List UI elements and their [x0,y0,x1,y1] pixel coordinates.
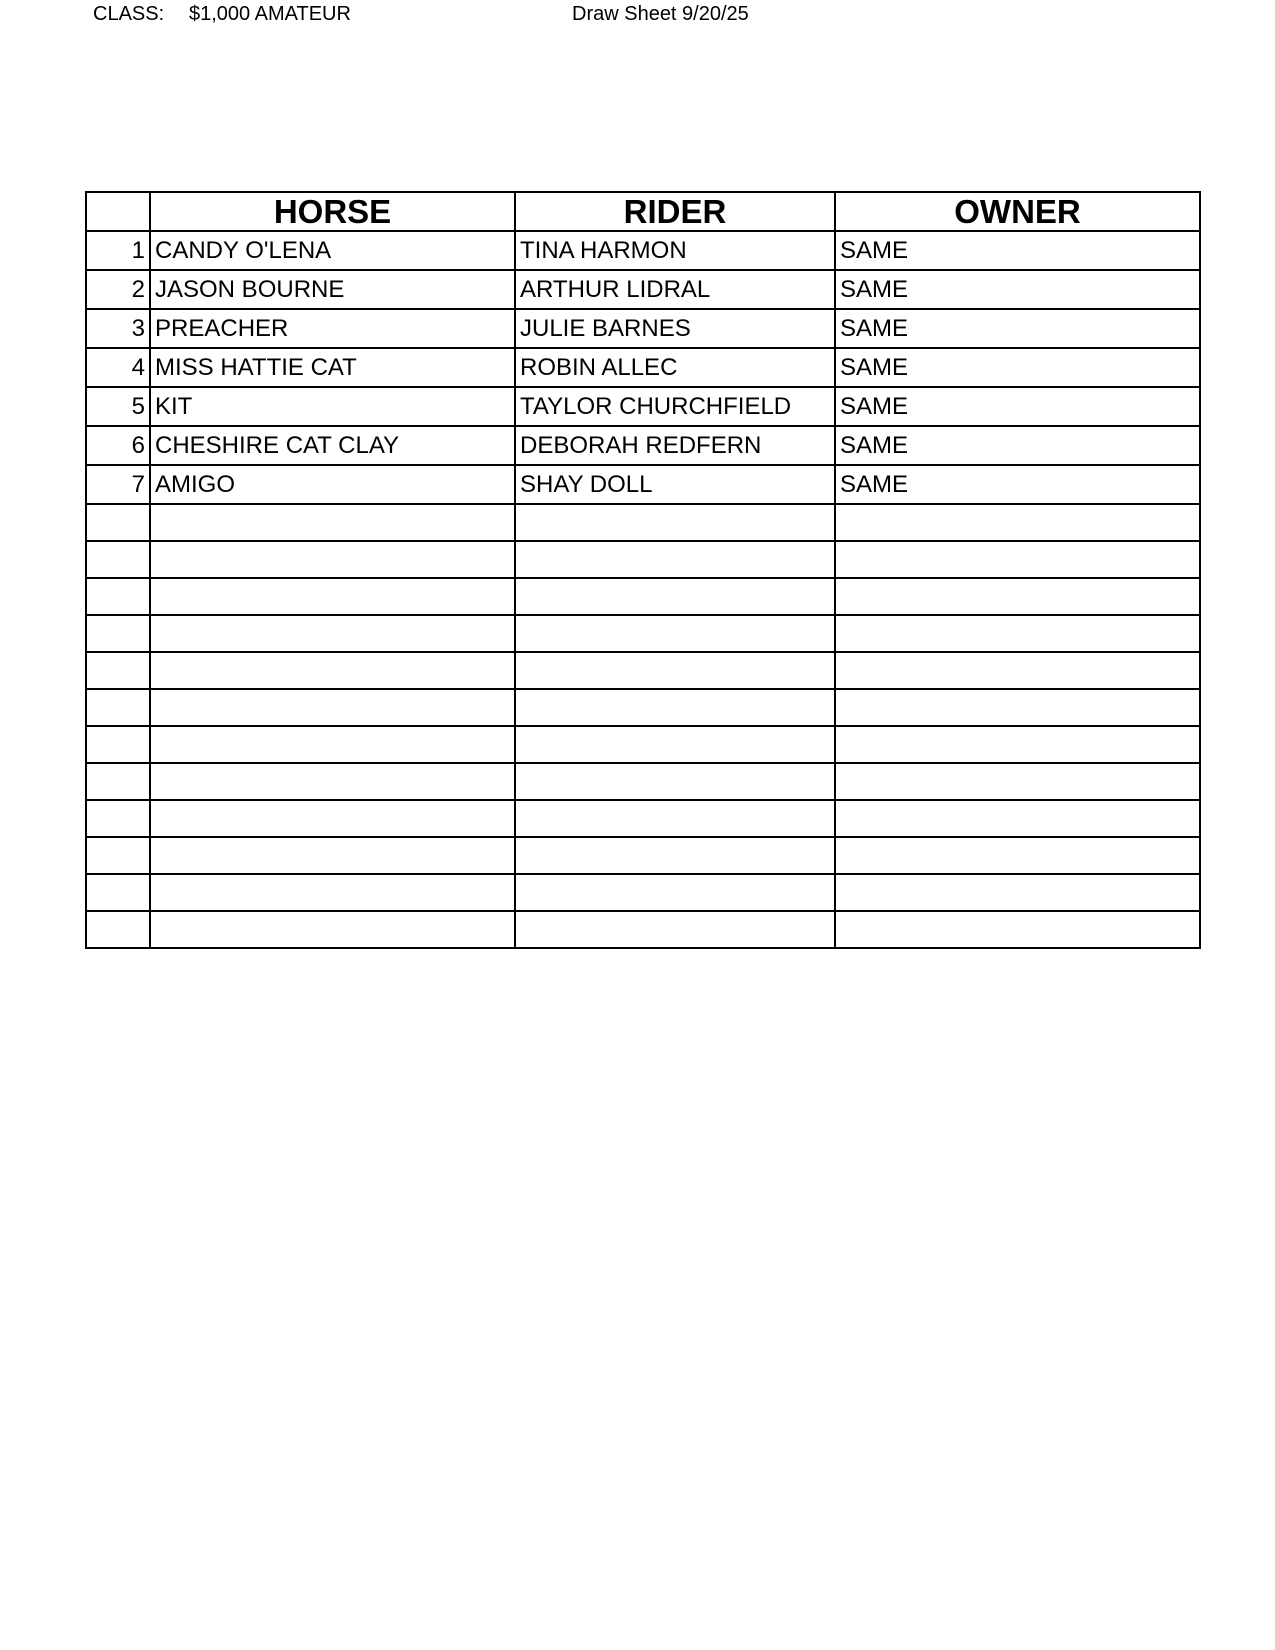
rider-cell [515,763,835,800]
owner-cell [835,726,1200,763]
table-row [86,689,1200,726]
rider-cell [515,874,835,911]
column-header-rider: RIDER [515,192,835,231]
horse-cell: CHESHIRE CAT CLAY [150,426,515,465]
rider-cell [515,578,835,615]
row-number-cell: 2 [86,270,150,309]
row-number-cell [86,726,150,763]
horse-cell [150,652,515,689]
table-row [86,911,1200,948]
horse-cell [150,541,515,578]
rider-cell [515,800,835,837]
table-row [86,270,1200,309]
row-number-cell [86,615,150,652]
horse-cell [150,689,515,726]
rider-cell: ROBIN ALLEC [515,348,835,387]
row-number-cell [86,911,150,948]
horse-cell [150,726,515,763]
table-row [86,541,1200,578]
row-number-cell [86,763,150,800]
rider-cell [515,541,835,578]
owner-cell [835,689,1200,726]
table-row [86,874,1200,911]
owner-cell: SAME [835,426,1200,465]
owner-cell [835,837,1200,874]
row-number-cell: 5 [86,387,150,426]
table-row [86,763,1200,800]
row-number-cell [86,541,150,578]
horse-cell [150,874,515,911]
class-value: $1,000 AMATEUR [189,3,351,25]
table-row [86,426,1200,465]
owner-cell: SAME [835,270,1200,309]
sheet-title: Draw Sheet 9/20/25 [572,3,749,25]
rider-cell [515,911,835,948]
rider-cell: ARTHUR LIDRAL [515,270,835,309]
owner-cell [835,504,1200,541]
rider-cell: TAYLOR CHURCHFIELD [515,387,835,426]
row-number-cell: 3 [86,309,150,348]
horse-cell [150,911,515,948]
horse-cell [150,615,515,652]
owner-cell [835,763,1200,800]
owner-cell [835,911,1200,948]
owner-cell: SAME [835,231,1200,270]
table-row [86,231,1200,270]
row-number-cell [86,874,150,911]
owner-cell [835,652,1200,689]
rider-cell [515,652,835,689]
horse-cell: CANDY O'LENA [150,231,515,270]
horse-cell: JASON BOURNE [150,270,515,309]
rider-cell: DEBORAH REDFERN [515,426,835,465]
table-row [86,615,1200,652]
row-number-cell: 4 [86,348,150,387]
table-row [86,652,1200,689]
table-row [86,578,1200,615]
rider-cell [515,689,835,726]
row-number-cell [86,800,150,837]
table-row [86,800,1200,837]
table-header-row [86,192,1200,231]
rider-cell [515,615,835,652]
row-number-cell: 1 [86,231,150,270]
horse-cell [150,763,515,800]
row-number-cell [86,504,150,541]
owner-cell [835,578,1200,615]
table-row [86,387,1200,426]
horse-cell [150,578,515,615]
owner-cell [835,541,1200,578]
column-header-number [86,192,150,231]
column-header-owner: OWNER [835,192,1200,231]
row-number-cell: 6 [86,426,150,465]
horse-cell [150,504,515,541]
rider-cell [515,504,835,541]
horse-cell: AMIGO [150,465,515,504]
rider-cell [515,726,835,763]
rider-cell [515,837,835,874]
class-label: CLASS: [93,3,165,25]
table-row [86,837,1200,874]
row-number-cell [86,652,150,689]
table-row [86,309,1200,348]
table-row [86,348,1200,387]
owner-cell: SAME [835,465,1200,504]
owner-cell: SAME [835,309,1200,348]
owner-cell [835,800,1200,837]
horse-cell: KIT [150,387,515,426]
row-number-cell [86,837,150,874]
table-row [86,504,1200,541]
owner-cell [835,874,1200,911]
rider-cell: JULIE BARNES [515,309,835,348]
owner-cell: SAME [835,348,1200,387]
row-number-cell [86,578,150,615]
table-row [86,726,1200,763]
horse-cell: PREACHER [150,309,515,348]
owner-cell: SAME [835,387,1200,426]
column-header-horse: HORSE [150,192,515,231]
rider-cell: TINA HARMON [515,231,835,270]
table-body [86,231,1200,948]
horse-cell [150,800,515,837]
horse-cell [150,837,515,874]
rider-cell: SHAY DOLL [515,465,835,504]
draw-table [85,191,1201,949]
table-row [86,465,1200,504]
horse-cell: MISS HATTIE CAT [150,348,515,387]
owner-cell [835,615,1200,652]
row-number-cell [86,689,150,726]
row-number-cell: 7 [86,465,150,504]
